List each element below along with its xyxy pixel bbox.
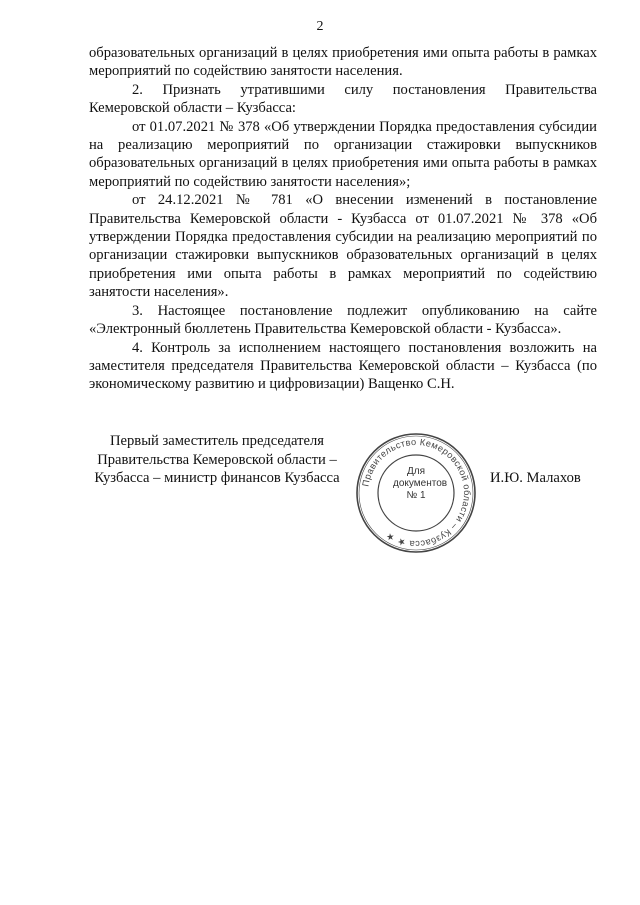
paragraph-continuation: образовательных организаций в целях приобретения ими опыта работы в рамках мероприятий по содействию занятости населения. — [89, 45, 597, 80]
paragraph-item-3: 3. Настоящее постановление подлежит опубликованию на сайте «Электронный бюллетень Правительства Кемеровской области - Кузбасса». — [89, 302, 597, 338]
paragraph-item-2: 2. Признать утратившими силу постановления Правительства Кемеровской области – Кузбасса: — [89, 81, 597, 117]
signatory-position-line: Кузбасса – министр финансов Кузбасса — [94, 470, 340, 487]
signature-block — [0, 432, 640, 552]
paragraph-item-2-resolution-378: от 01.07.2021 № 378 «Об утверждении Порядка предоставления субсидии на реализацию мероприятий по организации стажировки выпускников образовательных организаций в целях приобретения ими опыта работы в рамках мероприятий по содействию занятости населения»; — [89, 118, 597, 190]
seal-ring-text: Правительство Кемеровской области – Кузбасса ★ ★ — [360, 436, 473, 550]
paragraph-item-2-resolution-781: от 24.12.2021 № 781 «О внесении изменений в постановление Правительства Кемеровской области - Кузбасса от 01.07.2021 № 378 «Об утверждении Порядка предоставления субсидии на реализацию мероприятий по организации стажировки выпускников образовательных организаций в целях приобретения ими опыта работы в рамках мероприятий по содействию занятости населения». — [89, 192, 597, 301]
signatory-position-line: Первый заместитель председателя — [109, 433, 325, 449]
seal-center-line: Для — [406, 466, 426, 477]
signatory-name: И.Ю. Малахов — [490, 470, 581, 486]
signatory-position — [82, 432, 352, 488]
seal-center-text — [393, 466, 448, 502]
signatory-position-line: Правительства Кемеровской области – — [97, 451, 337, 468]
document-body — [89, 44, 597, 394]
official-seal — [355, 432, 477, 554]
paragraph-item-4: 4. Контроль за исполнением настоящего постановления возложить на заместителя председателя Правительства Кемеровской области – Кузбасса (по экономическому развитию и цифровизации) Ващенко С.Н. — [89, 339, 597, 393]
page-number: 2 — [316, 19, 324, 34]
seal-center-line: документов — [393, 478, 448, 489]
seal-center-line: № 1 — [406, 490, 426, 501]
